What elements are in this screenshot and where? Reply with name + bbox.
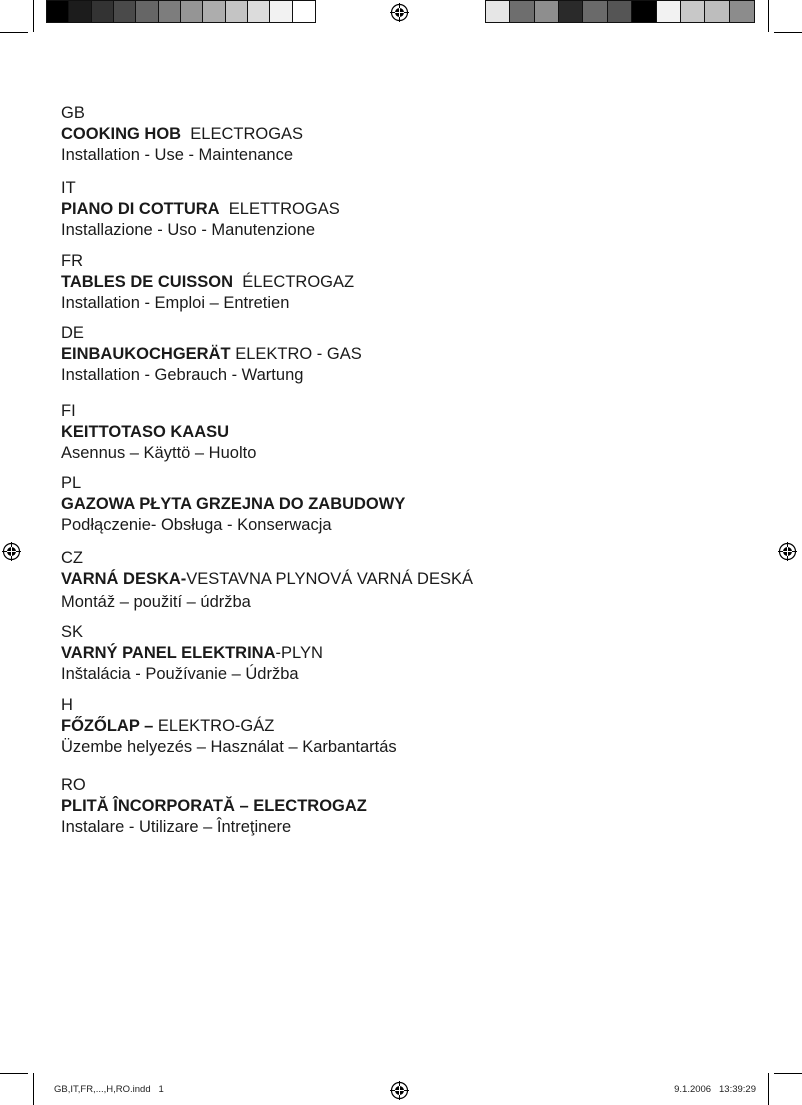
color-swatch xyxy=(510,1,534,22)
product-title: TABLES DE CUISSON ÉLECTROGAZ xyxy=(61,273,355,291)
product-subtitle: Montáž – použití – údržba xyxy=(61,593,251,611)
product-title: FŐZŐLAP – ELEKTRO-GÁZ xyxy=(61,717,275,735)
section-fr xyxy=(61,251,761,314)
registration-mark-icon xyxy=(390,1081,409,1100)
color-swatch xyxy=(226,1,248,22)
color-swatch xyxy=(730,1,754,22)
product-title: GAZOWA PŁYTA GRZEJNA DO ZABUDOWY xyxy=(61,495,406,513)
product-subtitle: Installazione - Uso - Manutenzione xyxy=(61,221,316,239)
color-swatch xyxy=(248,1,270,22)
color-swatch xyxy=(114,1,136,22)
product-title: KEITTOTASO KAASU xyxy=(61,423,230,441)
section-h xyxy=(61,695,761,758)
language-code: FR xyxy=(61,252,83,270)
crop-mark xyxy=(768,0,769,32)
product-subtitle: Installation - Use - Maintenance xyxy=(61,146,294,164)
section-de xyxy=(61,323,761,386)
section-sk xyxy=(61,622,761,685)
language-code: H xyxy=(61,696,73,714)
footer-timestamp: 9.1.2006 13:39:29 xyxy=(674,1084,756,1095)
section-it xyxy=(61,178,761,241)
color-swatch xyxy=(293,1,315,22)
crop-mark xyxy=(774,1073,802,1074)
crop-mark xyxy=(33,1073,34,1105)
product-title: PLITĂ ÎNCORPORATĂ – ELECTROGAZ xyxy=(61,797,367,815)
section-pl xyxy=(61,473,761,536)
section-gb xyxy=(61,103,761,166)
color-swatch xyxy=(69,1,91,22)
color-swatch xyxy=(583,1,607,22)
language-code: IT xyxy=(61,179,76,197)
color-swatch xyxy=(136,1,158,22)
color-calibration-strip-right xyxy=(485,0,755,23)
registration-mark-icon xyxy=(2,542,21,561)
product-subtitle: Inštalácia - Používanie – Údržba xyxy=(61,665,299,683)
color-swatch xyxy=(159,1,181,22)
color-swatch xyxy=(47,1,69,22)
product-title: PIANO DI COTTURA ELETTROGAS xyxy=(61,200,340,218)
section-cz xyxy=(61,548,761,613)
language-code: RO xyxy=(61,776,86,794)
color-swatch xyxy=(181,1,203,22)
product-subtitle: Asennus – Käyttö – Huolto xyxy=(61,444,257,462)
color-swatch xyxy=(92,1,114,22)
section-fi xyxy=(61,401,761,464)
color-swatch xyxy=(657,1,681,22)
language-code: FI xyxy=(61,402,76,420)
product-title: EINBAUKOCHGERÄT ELEKTRO - GAS xyxy=(61,345,362,363)
product-title: COOKING HOB ELECTROGAS xyxy=(61,125,304,143)
color-swatch xyxy=(270,1,292,22)
color-swatch xyxy=(535,1,559,22)
section-ro xyxy=(61,775,761,838)
registration-mark-icon xyxy=(778,542,797,561)
color-calibration-strip-left xyxy=(46,0,316,23)
product-title: VARNÁ DESKA-VESTAVNA PLYNOVÁ VARNÁ DESKÁ xyxy=(61,570,473,588)
color-swatch xyxy=(559,1,583,22)
color-swatch xyxy=(608,1,632,22)
product-subtitle: Podłączenie- Obsługa - Konserwacja xyxy=(61,516,332,534)
product-subtitle: Üzembe helyezés – Használat – Karbantartás xyxy=(61,738,397,756)
crop-mark xyxy=(774,32,802,33)
language-code: SK xyxy=(61,623,84,641)
product-subtitle: Instalare - Utilizare – Întreţinere xyxy=(61,818,292,836)
color-swatch xyxy=(486,1,510,22)
crop-mark xyxy=(33,0,34,32)
language-code: PL xyxy=(61,474,82,492)
language-code: DE xyxy=(61,324,84,342)
color-swatch xyxy=(681,1,705,22)
language-code: CZ xyxy=(61,549,83,567)
registration-mark-icon xyxy=(390,3,409,22)
product-subtitle: Installation - Gebrauch - Wartung xyxy=(61,366,304,384)
crop-mark xyxy=(0,1073,28,1074)
color-swatch xyxy=(705,1,729,22)
color-swatch xyxy=(203,1,225,22)
crop-mark xyxy=(768,1073,769,1105)
footer-filename: GB,IT,FR,...,H,RO.indd 1 xyxy=(54,1084,164,1095)
crop-mark xyxy=(0,32,28,33)
language-list xyxy=(61,103,761,838)
color-swatch xyxy=(632,1,656,22)
product-title: VARNÝ PANEL ELEKTRINA-PLYN xyxy=(61,644,323,662)
language-code: GB xyxy=(61,104,85,122)
product-subtitle: Installation - Emploi – Entretien xyxy=(61,294,290,312)
